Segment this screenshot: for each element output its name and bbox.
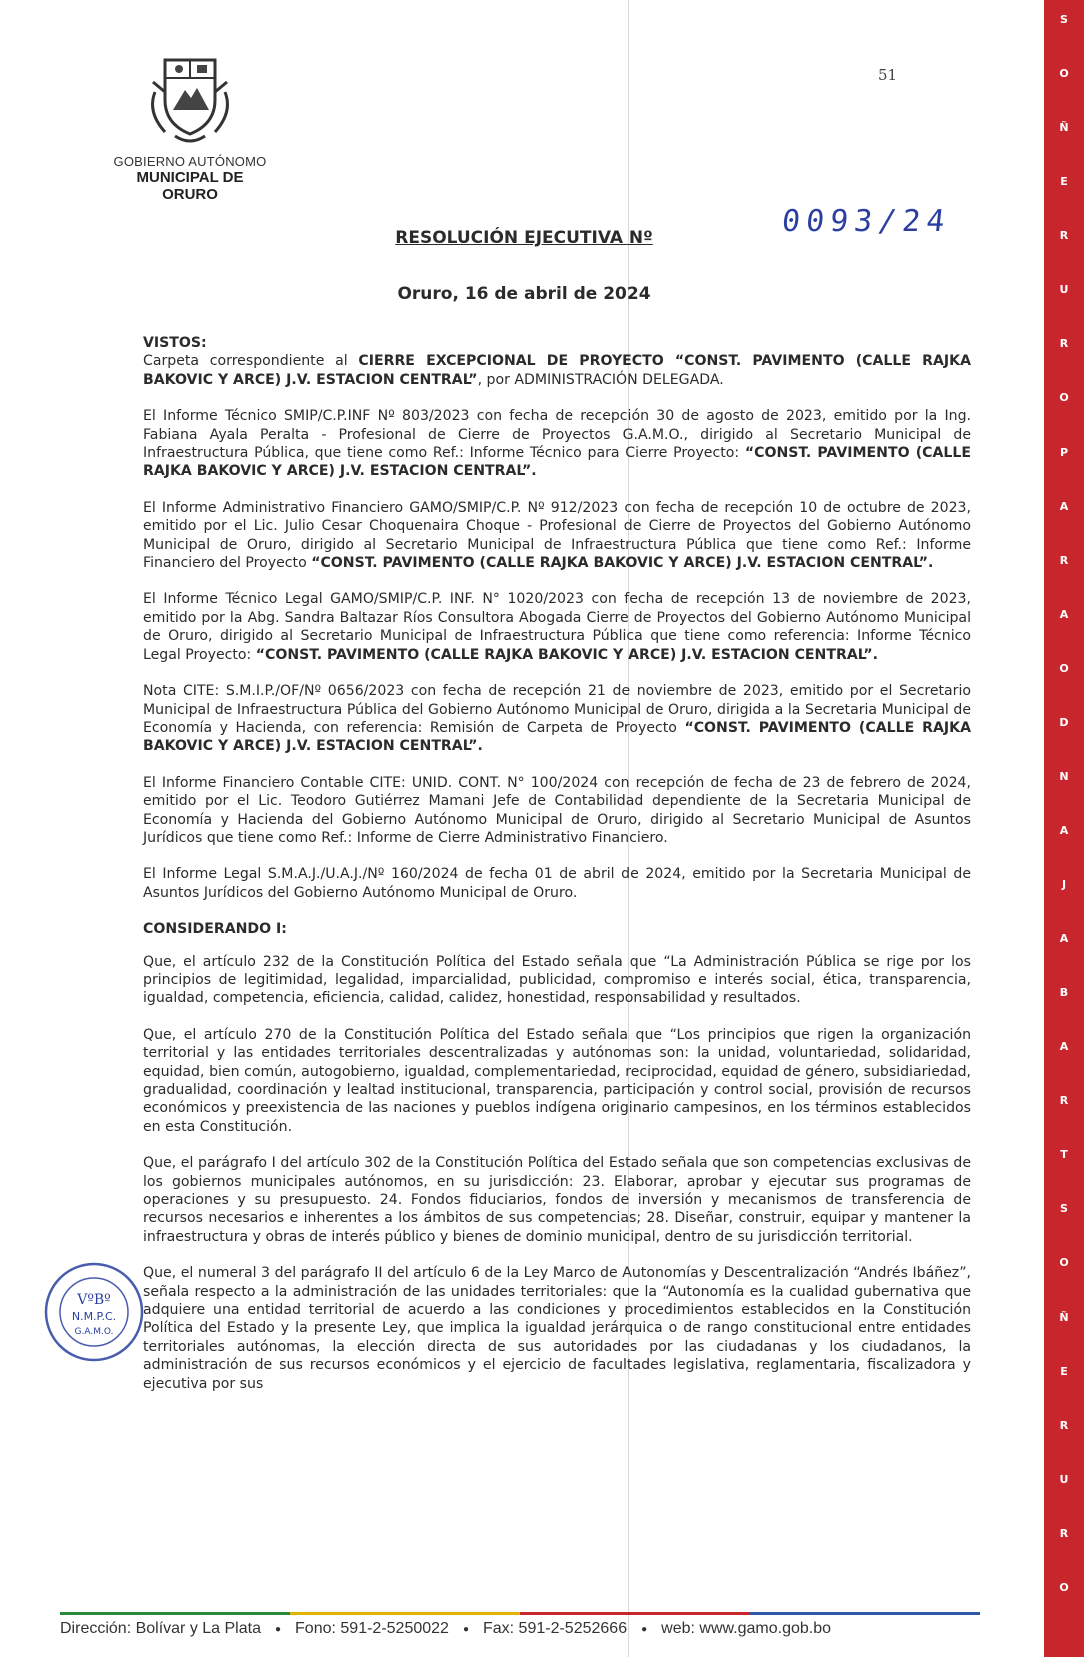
- footer-address: Dirección: Bolívar y La Plata: [60, 1620, 261, 1637]
- sidebar-motto-strip: [1044, 0, 1084, 1657]
- sidebar-letter: O: [1059, 1256, 1069, 1270]
- seal-text-1: VºBº: [77, 1292, 111, 1308]
- sidebar-letter: R: [1059, 1094, 1069, 1108]
- municipal-logo: [110, 52, 270, 203]
- footer-phone: Fono: 591-2-5250022: [295, 1620, 449, 1637]
- official-seal-stamp: [40, 1258, 148, 1366]
- sidebar-letter: T: [1060, 1148, 1068, 1162]
- coat-of-arms-icon: [135, 52, 245, 152]
- sidebar-letter: E: [1060, 175, 1068, 189]
- sidebar-letter: P: [1059, 445, 1069, 459]
- sidebar-letter: A: [1059, 823, 1069, 837]
- sidebar-letter: A: [1059, 1040, 1069, 1054]
- considerando-paragraph-4: Que, el numeral 3 del parágrafo II del artículo 6 de la Ley Marco de Autonomías y Descentralización “Andrés Ibáñez”, señala respecto a la administración de las unidades territoriales: que la “Autonomía es la cualidad gubernativa que adquiere una entidad territorial de acuerdo a las condiciones y procedimientos establecidos en la Constitución Política del Estado y la presente Ley, que implica la igualdad jerárquica o de rango constitucional entre entidades territoriales autónomas, la elección directa de sus autoridades por las ciudadanas y los ciudadanos, la administración de sus recursos económicos y el ejercicio de facultades legislativa, reglamentaria, fiscalizadora y ejecutiva por sus: [143, 1265, 971, 1392]
- sidebar-letter: U: [1059, 283, 1069, 297]
- vistos-paragraph-6: El Informe Financiero Contable CITE: UNID. CONT. N° 100/2024 con recepción de fecha de 23 de febrero de 2024, emitido por el Lic. Teodoro Gutiérrez Mamani Jefe de Contabilidad dependiente de la Secretaria Municipal de Economía y Hacienda del Gobierno Autónomo Municipal de Oruro, dirigido al Secretario Municipal de Asuntos Jurídicos que tiene como Ref.: Informe de Cierre Administrativo Financiero.: [143, 774, 971, 846]
- vistos-paragraph-1: Carpeta correspondiente al CIERRE EXCEPCIONAL DE PROYECTO “CONST. PAVIMENTO (CALLE RAJKA BAKOVIC Y ARCE) J.V. ESTACION CENTRAL”, por ADMINISTRACIÓN DELEGADA.: [143, 353, 971, 388]
- document-title: RESOLUCIÓN EJECUTIVA Nº: [395, 228, 653, 248]
- sidebar-letter: Ñ: [1059, 121, 1069, 135]
- vistos-paragraph-5: Nota CITE: S.M.I.P./OF/Nº 0656/2023 con fecha de recepción 21 de noviembre de 2023, emitido por el Secretario Municipal de Infraestructura Pública del Gobierno Autónomo Municipal de Oruro, dirigida a la Secretaria Municipal de Economía y Hacienda, con referencia: Remisión de Carpeta de Proyecto “CONST. PAVIMENTO (CALLE RAJKA BAKOVIC Y ARCE) J.V. ESTACION CENTRAL”.: [143, 683, 971, 755]
- vistos-paragraph-2: El Informe Técnico SMIP/C.P.INF Nº 803/2023 con fecha de recepción 30 de agosto de 2023, emitido por la Ing. Fabiana Ayala Peralta - Profesional de Cierre de Proyectos G.A.M.O., dirigido al Secretario Municipal de Infraestructura Pública, que tiene como Ref.: Informe Técnico para Cierre Proyecto: “CONST. PAVIMENTO (CALLE RAJKA BAKOVIC Y ARCE) J.V. ESTACION CENTRAL”.: [143, 408, 971, 480]
- vistos-heading: VISTOS:: [143, 335, 207, 351]
- sidebar-letter: R: [1059, 1418, 1069, 1432]
- document-body: [143, 334, 971, 1411]
- footer-separator-dot: ●: [274, 1623, 282, 1635]
- sidebar-letter: J: [1061, 878, 1067, 891]
- resolution-number-stamp: 0093/24: [780, 204, 953, 239]
- sidebar-letter: N: [1059, 769, 1069, 783]
- sidebar-letter: O: [1059, 67, 1069, 81]
- vistos-paragraph-4: El Informe Técnico Legal GAMO/SMIP/C.P. INF. N° 1020/2023 con fecha de recepción 13 de noviembre de 2023, emitido por la Abg. Sandra Baltazar Ríos Consultora Abogada Cierre de Proyectos del Gobierno Autónomo Municipal de Oruro, dirigido al Secretario Municipal de Infraestructura Pública que tiene como referencia: Informe Técnico Legal Proyecto: “CONST. PAVIMENTO (CALLE RAJKA BAKOVIC Y ARCE) J.V. ESTACION CENTRAL”.: [143, 591, 971, 663]
- sidebar-letter: A: [1059, 499, 1069, 513]
- sidebar-letter: R: [1059, 229, 1069, 243]
- sidebar-letter: A: [1059, 607, 1069, 621]
- logo-line-2: MUNICIPAL DE ORURO: [136, 169, 244, 203]
- sidebar-letter: Ñ: [1059, 1310, 1069, 1324]
- sidebar-letter: B: [1059, 986, 1069, 1000]
- sidebar-letter: O: [1059, 391, 1069, 405]
- sidebar-letters: [1044, 14, 1084, 1594]
- considerando-paragraph-2: Que, el artículo 270 de la Constitución Política del Estado señala que “Los principios que rigen la organización territorial y las entidades territoriales descentralizadas y autónomas son: la unidad, voluntariedad, solidaridad, equidad, bien común, autogobierno, igualdad, complementariedad, reciprocidad, equidad de género, subsidiariedad, gradualidad, coordinación y lealtad institucional, transparencia, participación y control social, provisión de recursos económicos y preexistencia de las naciones y pueblos indígena originario campesinos, en los términos establecidos en esta Constitución.: [143, 1026, 971, 1135]
- considerando-paragraph-3: Que, el parágrafo I del artículo 302 de la Constitución Política del Estado señala que son competencias exclusivas de los gobiernos municipales autónomos, en su jurisdicción: 23. Elaborar, aprobar y ejecutar sus programas de operaciones y su presupuesto. 24. Fondos fiduciarios, fondos de inversión y mecanismos de transferencia de recursos necesarios e inherentes a los ámbitos de sus competencias; 28. Diseñar, construir, equipar y mantener la infraestructura y obras de interés público y bienes de dominio municipal, dentro de su jurisdicción territorial.: [143, 1155, 971, 1245]
- sidebar-letter: O: [1059, 1580, 1069, 1594]
- vistos-paragraph-3: El Informe Administrativo Financiero GAMO/SMIP/C.P. Nº 912/2023 con fecha de recepción 10 de octubre de 2023, emitido por el Lic. Julio Cesar Choquenaira Choque - Profesional de Cierre de Proyectos del Gobierno Autónomo Municipal de Oruro, dirigido al Secretario Municipal de Infraestructura Pública que tiene como Ref.: Informe Financiero del Proyecto “CONST. PAVIMENTO (CALLE RAJKA BAKOVIC Y ARCE) J.V. ESTACION CENTRAL”.: [143, 499, 971, 572]
- sidebar-letter: E: [1060, 1364, 1068, 1378]
- sidebar-letter: A: [1059, 932, 1069, 946]
- footer-color-rule: [60, 1612, 980, 1615]
- vistos-paragraph-7: El Informe Legal S.M.A.J./U.A.J./Nº 160/2024 de fecha 01 de abril de 2024, emitido por la Secretaria Municipal de Asuntos Jurídicos del Gobierno Autónomo Municipal de Oruro.: [143, 866, 971, 901]
- page-number: 51: [878, 66, 898, 84]
- footer-fax: Fax: 591-2-5252666: [482, 1620, 628, 1637]
- sidebar-letter: S: [1060, 13, 1068, 26]
- logo-line-1: GOBIERNO AUTÓNOMO: [113, 154, 267, 169]
- sidebar-letter: U: [1059, 1472, 1069, 1486]
- footer-web[interactable]: web: www.gamo.gob.bo: [661, 1620, 832, 1637]
- seal-icon: [40, 1258, 148, 1366]
- sidebar-letter: D: [1059, 715, 1069, 729]
- sidebar-letter: S: [1060, 1202, 1068, 1216]
- document-date: Oruro, 16 de abril de 2024: [397, 284, 651, 304]
- sidebar-letter: O: [1059, 661, 1069, 675]
- footer-separator-dot: ●: [462, 1623, 469, 1635]
- sidebar-letter: R: [1059, 553, 1069, 567]
- seal-text-2: N.M.P.C.: [71, 1310, 117, 1323]
- footer-separator-dot: ●: [641, 1623, 648, 1635]
- footer-contact-bar: [60, 1620, 990, 1638]
- sidebar-letter: R: [1059, 337, 1069, 351]
- seal-text-3: G.A.M.O.: [74, 1327, 114, 1337]
- considerando-heading: CONSIDERANDO I:: [143, 921, 287, 938]
- considerando-paragraph-1: Que, el artículo 232 de la Constitución Política del Estado señala que “La Administración Pública se rige por los principios de legitimidad, legalidad, imparcialidad, publicidad, compromiso e interés social, ética, transparencia, igualdad, competencia, eficiencia, calidad, calidez, honestidad, responsabilidad y resultados.: [143, 953, 971, 1007]
- sidebar-letter: R: [1059, 1526, 1069, 1540]
